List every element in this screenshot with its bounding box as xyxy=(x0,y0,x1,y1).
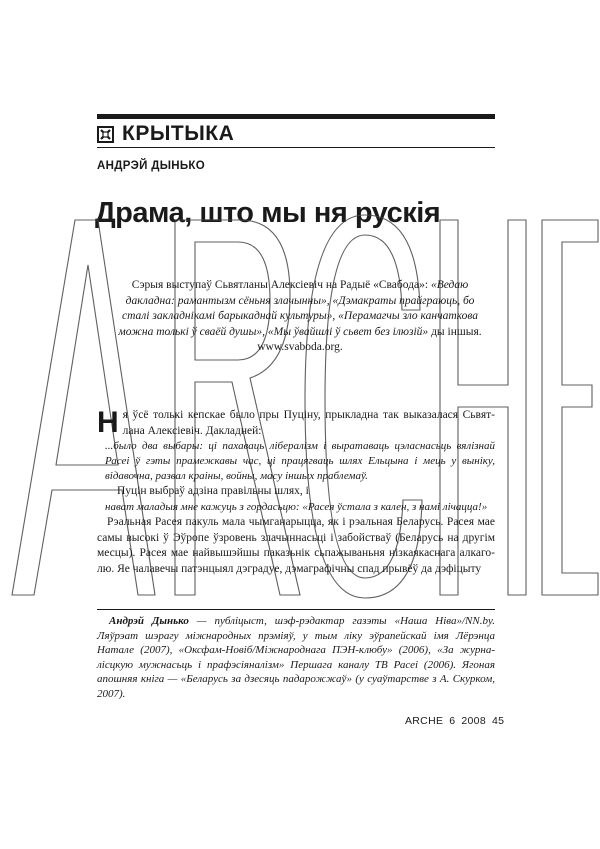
section-title: КРЫТЫКА xyxy=(122,122,235,145)
article-title: Драма, што мы ня рускія xyxy=(95,197,441,229)
logo-square-icon xyxy=(97,126,114,143)
epigraph-outro: ды іншыя. www.svaboda.org. xyxy=(257,325,482,353)
section-divider xyxy=(97,147,495,148)
author-name: АНДРЭЙ ДЫНЬКО xyxy=(97,160,206,172)
page-number: 45 xyxy=(491,715,505,727)
block-quote: ...было два выбары: ці пахаваць лібералізм і выратаваць цэласнасьць вялізнай Расеі ў гэты прамежкавы час, ці працягваць шлях Ельцына і мець у выніку, відавочна, развал краіны, войны, масу іншых праблемаў. xyxy=(105,440,495,482)
footer-journal: ARCHE xyxy=(405,715,444,727)
footer-issue: 6 xyxy=(449,715,456,727)
epigraph-intro: Сэрыя выступаў Сьвятланы Алексіевіч на Радыё «Свабода»: xyxy=(131,279,429,291)
epigraph-quotes: «Ведаю дакладна: рамантызм сёньня злачынны», «Дэмакраты прайграюць, бо сталі закладнікамі барыкаднай культуры», «Перамагчы зло канчаткова можна толькі ў сваёй душы», «Мы ўвайшлі ў сьвет без ілюзій» xyxy=(118,279,478,338)
bio-text: — публіцыст, шэф-рэдактар газэты «Наша Ніва»/NN.by. Ляўрэат шэрагу міжнародных прэміяў, у тым ліку эўрапейскай імя Лёрэнца Натале (2007), «Оксфам-Новіб/Міжнароднага ПЭН-клюбу» (2006), «За журналісцкую мужнасьць і прафэсіяналізм» Першага каналу ТВ Расеі (2006). Ягоная апошняя кніга — «Беларусь за дзесяць падарожжаў» (у суаўтарстве з А. Скурком, 2007). xyxy=(97,615,495,700)
drop-cap: Н xyxy=(97,406,119,439)
paragraph-intro xyxy=(97,408,495,439)
top-rule xyxy=(97,114,495,119)
bio-divider xyxy=(97,609,495,610)
paragraph: Рэальная Расея пакуль мала чымганарыцца, як і рэальная Беларусь. Расея мае самы высокі ў Эўропе ўзровень злачыннасьці і забойстваў (Беларусь на другім месцы). Расея мае найвышэйшы паказьнік сьпажываньня нізкаякаснага алкаголю. Яе чалавечы патэнцыял дэградуе, дэмаграфічны спад прывёў да дэфіцыту xyxy=(97,516,495,575)
inline-quote: нават маладыя мне кажуць з гордасьцю: «Расея ўстала з кален, з намі лічацца!» xyxy=(105,500,488,513)
page-footer xyxy=(405,715,510,727)
footer-year: 2008 xyxy=(461,715,486,727)
section-header xyxy=(97,120,495,148)
paragraph-intro-text: я ўсё толькі кепскае было пры Пуціну, прыкладна так выказалася Сьвятлана Алексіевіч. Дакладней: xyxy=(122,409,495,437)
article-body xyxy=(97,408,495,577)
author-bio xyxy=(97,614,495,701)
epigraph xyxy=(112,278,488,356)
paragraph: Пуцін выбраў адзіна правільны шлях, і xyxy=(117,485,309,497)
bio-name: Андрэй Дынько xyxy=(109,615,189,627)
